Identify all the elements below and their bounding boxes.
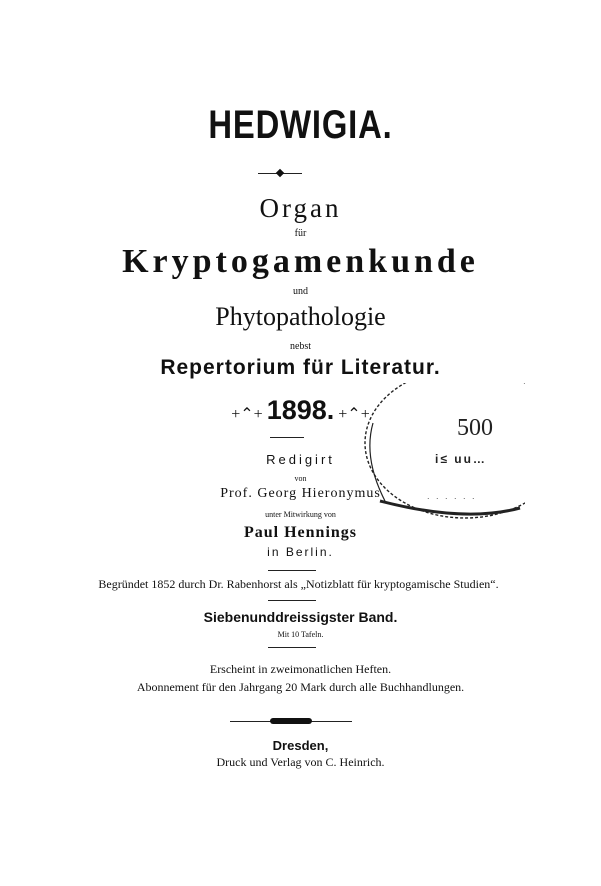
publisher-line: Druck und Verlag von C. Heinrich.: [216, 755, 385, 769]
svg-text:. . . . . .: . . . . . .: [427, 491, 477, 501]
rule-ornament-icon: [270, 718, 312, 724]
city-line: in Berlin.: [267, 545, 334, 559]
journal-title: HEDWIGIA.: [208, 103, 393, 147]
subject-kryptogamenkunde: Kryptogamenkunde: [122, 243, 479, 280]
word-fuer: für: [294, 228, 307, 239]
ornament-right-icon: +⌃+: [338, 406, 370, 423]
word-nebst: nebst: [289, 341, 312, 352]
svg-text:i≤ uu…: i≤ uu…: [435, 452, 487, 466]
library-stamp-icon: [355, 383, 525, 523]
subject-phytopathologie: Phytopathologie: [215, 302, 386, 331]
short-divider: [270, 437, 304, 438]
founded-line: Begründet 1852 durch Dr. Rabenhorst als „Notizblatt für kryptogamische Studien“.: [98, 577, 499, 591]
mitwirkung-label: unter Mitwirkung von: [265, 510, 336, 519]
volume-line: Siebenunddreissigster Band.: [203, 609, 398, 625]
divider-2: [268, 600, 316, 601]
diamond-ornament-icon: [276, 169, 284, 177]
subscription-line: Abonnement für den Jahrgang 20 Mark durch alle Buchhandlungen.: [136, 680, 465, 694]
repertorium-line: Repertorium für Literatur.: [160, 356, 441, 379]
place-line: Dresden,: [272, 738, 329, 753]
divider-3: [268, 647, 316, 648]
plates-line: Mit 10 Tafeln.: [277, 630, 324, 639]
appears-line: Erscheint in zweimonatlichen Heften.: [209, 662, 392, 676]
word-und: und: [293, 286, 308, 297]
stamp-number: 500: [457, 415, 493, 441]
redigirt-label: Redigirt: [266, 452, 335, 467]
year: 1898.: [266, 395, 335, 425]
subtitle-organ: Organ: [259, 193, 342, 223]
word-von: von: [294, 474, 307, 483]
divider-1: [268, 570, 316, 571]
ornament-left-icon: +⌃+: [231, 406, 263, 423]
coeditor-name: Paul Hennings: [243, 524, 358, 541]
editor-name: Prof. Georg Hieronymus: [220, 486, 381, 501]
